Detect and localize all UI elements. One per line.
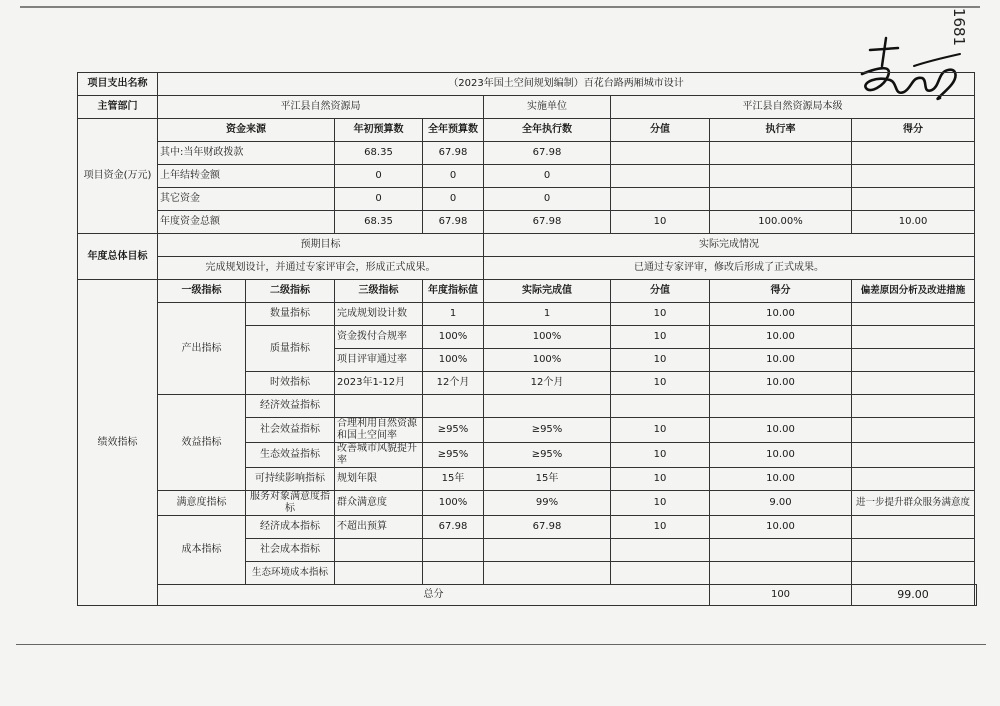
- value: 10: [611, 372, 710, 395]
- total-score: 99.00: [852, 585, 975, 606]
- performance-header-row: [78, 280, 977, 303]
- target: 1: [423, 303, 484, 326]
- scan-top-edge: [20, 6, 980, 8]
- value: 10: [611, 303, 710, 326]
- performance-row: [78, 516, 977, 539]
- value: 10: [611, 349, 710, 372]
- funds-row: [78, 165, 977, 188]
- note: [852, 303, 975, 326]
- note: [852, 326, 975, 349]
- score: 10.00: [710, 468, 852, 491]
- perf-header-level2: 二级指标: [246, 280, 335, 303]
- performance-row: [78, 491, 977, 516]
- total-note: [975, 585, 977, 606]
- target: ≥95%: [423, 418, 484, 443]
- actual: [484, 562, 611, 585]
- level2-social-cost: 社会成本指标: [246, 539, 335, 562]
- value: 10: [611, 516, 710, 539]
- funds-annual: 0: [423, 165, 484, 188]
- funds-source: 年度资金总额: [158, 211, 335, 234]
- funds-executed: 67.98: [484, 211, 611, 234]
- level1-benefit: 效益指标: [158, 395, 246, 491]
- score: 10.00: [710, 349, 852, 372]
- score: 10.00: [710, 303, 852, 326]
- score: 10.00: [710, 372, 852, 395]
- level3: [335, 562, 423, 585]
- funds-annual: 0: [423, 188, 484, 211]
- implementing-unit-label: 实施单位: [484, 96, 611, 119]
- funds-rate: [710, 142, 852, 165]
- funds-row: [78, 142, 977, 165]
- score: [710, 562, 852, 585]
- actual: ≥95%: [484, 443, 611, 468]
- funds-rate: [710, 188, 852, 211]
- level3: 合理利用自然资源和国土空间率: [335, 418, 423, 443]
- score: [710, 395, 852, 418]
- evaluation-table: [77, 72, 977, 606]
- funds-initial: 0: [335, 165, 423, 188]
- target: [423, 395, 484, 418]
- funds-source: 上年结转金额: [158, 165, 335, 188]
- goals-actual-text: 已通过专家评审，修改后形成了正式成果。: [484, 257, 975, 280]
- level2-quality: 质量指标: [246, 326, 335, 372]
- level2-timeliness: 时效指标: [246, 372, 335, 395]
- score: 9.00: [710, 491, 852, 516]
- level2-economic-benefit: 经济效益指标: [246, 395, 335, 418]
- target: 15年: [423, 468, 484, 491]
- level1-cost: 成本指标: [158, 516, 246, 585]
- level1-output: 产出指标: [158, 303, 246, 395]
- level2-quantity: 数量指标: [246, 303, 335, 326]
- funds-source: 其中:当年财政拨款: [158, 142, 335, 165]
- funds-header-rate: 执行率: [710, 119, 852, 142]
- score: 10.00: [710, 326, 852, 349]
- goals-content-row: [78, 257, 977, 280]
- goals-expected-text: 完成规划设计，并通过专家评审会，形成正式成果。: [158, 257, 484, 280]
- scan-bottom-edge: [16, 644, 986, 645]
- goals-expected-label: 预期目标: [158, 234, 484, 257]
- level3: 改善城市风貌提升率: [335, 443, 423, 468]
- level2-eco-cost: 生态环境成本指标: [246, 562, 335, 585]
- note: [852, 349, 975, 372]
- value: [611, 539, 710, 562]
- actual: 15年: [484, 468, 611, 491]
- funds-header-initial: 年初预算数: [335, 119, 423, 142]
- funds-header-score-value: 分值: [611, 119, 710, 142]
- level3: [335, 395, 423, 418]
- value: 10: [611, 326, 710, 349]
- department-label: 主管部门: [78, 96, 158, 119]
- level3: 规划年限: [335, 468, 423, 491]
- score: [710, 539, 852, 562]
- funds-initial: 68.35: [335, 211, 423, 234]
- funds-annual: 67.98: [423, 142, 484, 165]
- level2-economic-cost: 经济成本指标: [246, 516, 335, 539]
- note: [852, 372, 975, 395]
- level3: 资金拨付合规率: [335, 326, 423, 349]
- actual: 99%: [484, 491, 611, 516]
- funds-row: [78, 188, 977, 211]
- goals-header-row: [78, 234, 977, 257]
- funds-score: [852, 142, 975, 165]
- value: [611, 562, 710, 585]
- score: 10.00: [710, 418, 852, 443]
- level2-sustainable: 可持续影响指标: [246, 468, 335, 491]
- actual: 12个月: [484, 372, 611, 395]
- project-name-label: 项目支出名称: [78, 73, 158, 96]
- level3: 不超出预算: [335, 516, 423, 539]
- funds-executed: 0: [484, 165, 611, 188]
- level1-satisfaction: 满意度指标: [158, 491, 246, 516]
- department-value: 平江县自然资源局: [158, 96, 484, 119]
- value: [611, 395, 710, 418]
- total-row: [78, 585, 977, 606]
- level3: 2023年1-12月: [335, 372, 423, 395]
- funds-annual: 67.98: [423, 211, 484, 234]
- target: 100%: [423, 326, 484, 349]
- actual: [484, 539, 611, 562]
- funds-score: [852, 188, 975, 211]
- note: [852, 516, 975, 539]
- funds-initial: 68.35: [335, 142, 423, 165]
- level3: 完成规划设计数: [335, 303, 423, 326]
- funds-header-source: 资金来源: [158, 119, 335, 142]
- funds-source: 其它资金: [158, 188, 335, 211]
- note: [852, 539, 975, 562]
- actual: 100%: [484, 349, 611, 372]
- funds-score: [852, 165, 975, 188]
- funds-score-value: [611, 142, 710, 165]
- actual: 67.98: [484, 516, 611, 539]
- perf-header-level3: 三级指标: [335, 280, 423, 303]
- funds-initial: 0: [335, 188, 423, 211]
- performance-row: [78, 395, 977, 418]
- target: 100%: [423, 349, 484, 372]
- perf-header-actual: 实际完成值: [484, 280, 611, 303]
- actual: 1: [484, 303, 611, 326]
- value: 10: [611, 418, 710, 443]
- project-name-value: （2023年国土空间规划编制）百花台路两厢城市设计: [158, 73, 975, 96]
- funds-header-annual: 全年预算数: [423, 119, 484, 142]
- funds-row: [78, 211, 977, 234]
- funds-score-value: [611, 188, 710, 211]
- page-number: 1681: [949, 7, 968, 47]
- target: 12个月: [423, 372, 484, 395]
- funds-header-row: [78, 119, 977, 142]
- funds-group-label: 项目资金(万元): [78, 119, 158, 234]
- value: 10: [611, 468, 710, 491]
- funds-header-executed: 全年执行数: [484, 119, 611, 142]
- perf-header-value: 分值: [611, 280, 710, 303]
- project-name-row: [78, 73, 977, 96]
- funds-rate: [710, 165, 852, 188]
- score: 10.00: [710, 443, 852, 468]
- performance-group-label: 绩效指标: [78, 280, 158, 606]
- actual: 100%: [484, 326, 611, 349]
- department-row: [78, 96, 977, 119]
- goals-group-label: 年度总体目标: [78, 234, 158, 280]
- level3: 群众满意度: [335, 491, 423, 516]
- value: 10: [611, 491, 710, 516]
- level2-eco-benefit: 生态效益指标: [246, 443, 335, 468]
- perf-header-score: 得分: [710, 280, 852, 303]
- funds-executed: 0: [484, 188, 611, 211]
- funds-executed: 67.98: [484, 142, 611, 165]
- note: [852, 443, 975, 468]
- actual: ≥95%: [484, 418, 611, 443]
- score: 10.00: [710, 516, 852, 539]
- level2-service-satisfaction: 服务对象满意度指标: [246, 491, 335, 516]
- performance-row: [78, 303, 977, 326]
- target: 100%: [423, 491, 484, 516]
- target: [423, 539, 484, 562]
- value: 10: [611, 443, 710, 468]
- implementing-unit-value: 平江县自然资源局本级: [611, 96, 975, 119]
- note: [852, 468, 975, 491]
- target: 67.98: [423, 516, 484, 539]
- funds-score-value: [611, 165, 710, 188]
- perf-header-level1: 一级指标: [158, 280, 246, 303]
- funds-header-score: 得分: [852, 119, 975, 142]
- level3: [335, 539, 423, 562]
- level2-social-benefit: 社会效益指标: [246, 418, 335, 443]
- target: ≥95%: [423, 443, 484, 468]
- note: [852, 562, 975, 585]
- actual: [484, 395, 611, 418]
- note: [852, 418, 975, 443]
- note: [852, 395, 975, 418]
- goals-actual-label: 实际完成情况: [484, 234, 975, 257]
- perf-header-target: 年度指标值: [423, 280, 484, 303]
- note: 进一步提升群众服务满意度: [852, 491, 975, 516]
- funds-rate: 100.00%: [710, 211, 852, 234]
- funds-score: 10.00: [852, 211, 975, 234]
- total-value: 100: [710, 585, 852, 606]
- target: [423, 562, 484, 585]
- funds-score-value: 10: [611, 211, 710, 234]
- total-label: 总分: [158, 585, 710, 606]
- perf-header-note: 偏差原因分析及改进措施: [852, 280, 975, 303]
- level3: 项目评审通过率: [335, 349, 423, 372]
- performance-evaluation-sheet: [77, 72, 977, 606]
